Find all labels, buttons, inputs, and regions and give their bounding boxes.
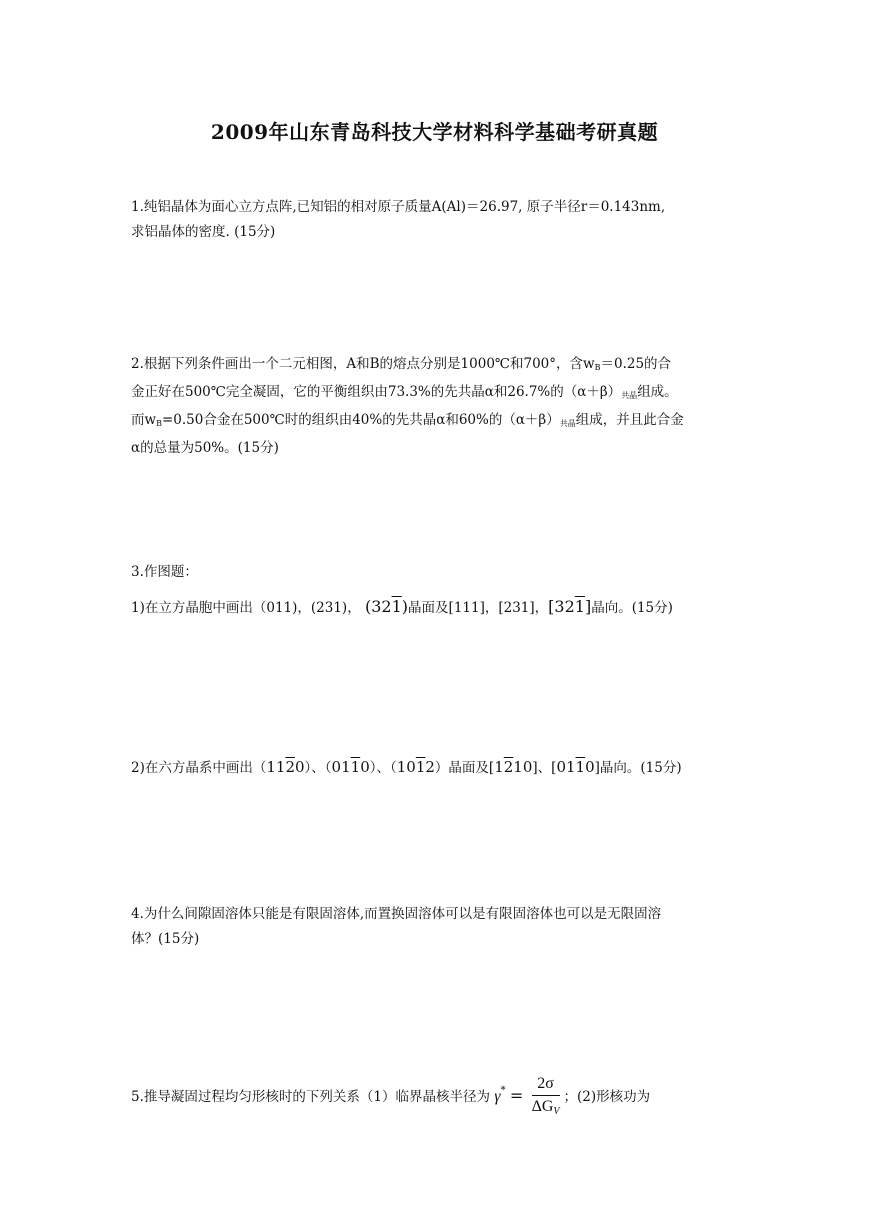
- question-1-line-2: 求铝晶体的密度. (15分): [131, 224, 276, 240]
- page-title: 2009年山东青岛科技大学材料科学基础考研真题: [210, 120, 659, 144]
- plane-index-321bar: (321): [365, 597, 409, 616]
- subscript-eutectic: 共晶: [621, 391, 638, 400]
- question-4: [131, 902, 741, 952]
- question-5: 5.推导凝固过程均匀形核时的下列关系（1）临界晶核半径为 γ* = $\frac{2\sigma}{\text{ΔGV}}$ ；(2)形核功为: [131, 1066, 741, 1123]
- question-1-line-1: 1.纯铝晶体为面心立方点阵,已知铝的相对原子质量A(Al)＝26.97, 原子半径r＝0.143nm,: [131, 199, 666, 215]
- question-2-line-2: 金正好在500℃完全凝固，它的平衡组织由73.3%的先共晶α和26.7%的$(\alpha+\beta)_{共晶}$组成。: [131, 384, 678, 400]
- direction-index-321bar: [321]: [548, 597, 592, 616]
- subscript-eutectic-2: 共晶: [559, 419, 576, 428]
- question-3-part-2: 2)在六方晶系中画出（1120）、（0110）、（1012）晶面及[1210]、[0110]晶向。(15分): [131, 758, 682, 776]
- question-2-line-1: 2.根据下列条件画出一个二元相图，A和B的熔点分别是1000℃和700°，含$w_B=0.25$的合: [131, 356, 672, 372]
- question-1: [131, 195, 741, 245]
- question-3-heading: 3.作图题：: [131, 564, 198, 580]
- question-2-line-4: α的总量为50%。(15分): [131, 440, 279, 456]
- subscript-b: B: [594, 363, 601, 372]
- question-2: [131, 352, 741, 461]
- critical-radius-fraction: $\frac{2\sigma}{\text{ΔGV}}$: [531, 1074, 560, 1117]
- question-4-line-1: 4.为什么间隙固溶体只能是有限固溶体,而置换固溶体可以是有限固溶体也可以是无限固溶: [131, 906, 662, 922]
- gamma-symbol: γ: [494, 1088, 501, 1105]
- subscript-b-2: B: [156, 419, 162, 428]
- hex-plane-1: 1120: [266, 758, 305, 776]
- hex-plane-3: 1012: [396, 758, 435, 776]
- question-3-part-1: 1)在立方晶胞中画出（011)，(231)， (321)晶面及[111]，[231]，[321]晶向。(15分): [131, 597, 673, 616]
- question-4-line-2: 体？(15分): [131, 931, 200, 947]
- hex-direction-1: 1210: [494, 758, 533, 776]
- question-2-line-3: 而$w_B=0.50$合金在500℃时的组织由40%的先共晶α和60%的$(\alpha+\beta)_{共晶}$组成，并且此合金: [131, 412, 684, 428]
- hex-direction-2: 0110: [556, 758, 595, 776]
- hex-plane-2: 0110: [331, 758, 370, 776]
